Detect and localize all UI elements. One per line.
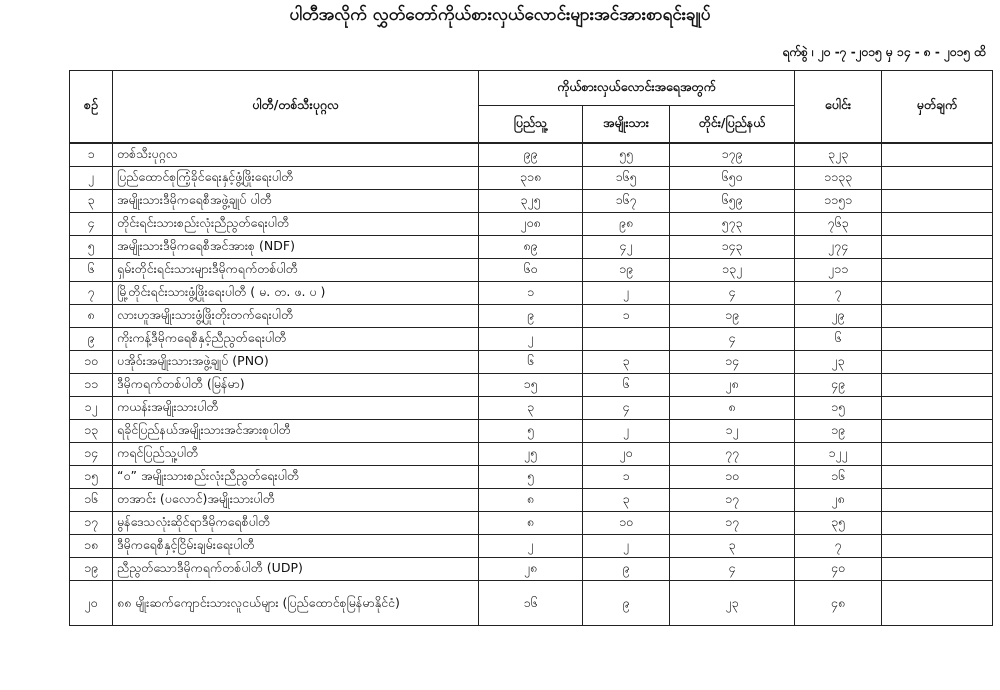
row-number: ၁၄ <box>70 443 113 466</box>
table-row <box>70 558 993 581</box>
table-row <box>70 374 993 397</box>
row-number: ၇ <box>70 282 113 305</box>
amyotha-count: ၂ <box>583 282 670 305</box>
region-state-count: ၁၇ <box>670 489 795 512</box>
pyithu-count: ၃ <box>479 397 583 420</box>
party-name: ပြည်ထောင်စုကြံ့ခိုင်ရေးနှင့်ဖွံ့ဖြိုးရေးပါတီ <box>113 167 479 190</box>
total-count: ၂၈ <box>795 489 882 512</box>
pyithu-count: ၃၁၈ <box>479 167 583 190</box>
table-body <box>70 143 993 626</box>
table-row <box>70 351 993 374</box>
table-row <box>70 143 993 167</box>
party-name: မြို့တိုင်းရင်းသားဖွံ့ဖြိုးရေးပါတီ ( မ. တ. ဖ. ပ ) <box>113 282 479 305</box>
header-no: စဉ် <box>70 71 113 144</box>
region-state-count: ၁၄၃ <box>670 236 795 259</box>
party-name: ဒီမိုကရက်တစ်ပါတီ (မြန်မာ) <box>113 374 479 397</box>
header-total: ပေါင်း <box>795 71 882 144</box>
region-state-count: ၆၅၀ <box>670 167 795 190</box>
remark-cell <box>882 167 993 190</box>
amyotha-count: ၂၀ <box>583 443 670 466</box>
pyithu-count: ၃၂၅ <box>479 190 583 213</box>
row-number: ၁၂ <box>70 397 113 420</box>
amyotha-count: ၁၀ <box>583 512 670 535</box>
table-row <box>70 236 993 259</box>
table-row <box>70 328 993 351</box>
table-row <box>70 282 993 305</box>
amyotha-count: ၄ <box>583 397 670 420</box>
region-state-count: ၄ <box>670 558 795 581</box>
amyotha-count: ၉ <box>583 558 670 581</box>
amyotha-count: ၁၆၇ <box>583 190 670 213</box>
remark-cell <box>882 489 993 512</box>
pyithu-count: ၈၉ <box>479 236 583 259</box>
table-row <box>70 397 993 420</box>
row-number: ၁၀ <box>70 351 113 374</box>
header-remark: မှတ်ချက် <box>882 71 993 144</box>
row-number: ၂၀ <box>70 581 113 626</box>
row-number: ၁၅ <box>70 466 113 489</box>
region-state-count: ၂၃ <box>670 581 795 626</box>
total-count: ၂၃ <box>795 351 882 374</box>
table-row <box>70 466 993 489</box>
pyithu-count: ၅ <box>479 420 583 443</box>
party-name: “၀” အမျိုးသားစည်းလုံးညီညွတ်ရေးပါတီ <box>113 466 479 489</box>
party-name: အမျိုးသားဒီမိုကရေစီအင်အားစု (NDF) <box>113 236 479 259</box>
table-row <box>70 512 993 535</box>
table-row <box>70 581 993 626</box>
region-state-count: ၈ <box>670 397 795 420</box>
pyithu-count: ၂ <box>479 535 583 558</box>
amyotha-count: ၁၉ <box>583 259 670 282</box>
table-row <box>70 305 993 328</box>
total-count: ၂၁၁ <box>795 259 882 282</box>
amyotha-count: ၁ <box>583 466 670 489</box>
party-name: တအာင်း (ပလောင်)အမျိုးသားပါတီ <box>113 489 479 512</box>
row-number: ၉ <box>70 328 113 351</box>
row-number: ၁၈ <box>70 535 113 558</box>
pyithu-count: ၉၉ <box>479 143 583 167</box>
row-number: ၆ <box>70 259 113 282</box>
table-row <box>70 190 993 213</box>
region-state-count: ၄ <box>670 282 795 305</box>
row-number: ၁၆ <box>70 489 113 512</box>
remark-cell <box>882 259 993 282</box>
party-name: တိုင်းရင်းသားစည်းလုံးညီညွတ်ရေးပါတီ <box>113 213 479 236</box>
remark-cell <box>882 512 993 535</box>
header-candidate-count: ကိုယ်စားလှယ်လောင်းအရေအတွက် <box>479 71 795 106</box>
table-row <box>70 167 993 190</box>
amyotha-count: ၅၅ <box>583 143 670 167</box>
pyithu-count: ၉ <box>479 305 583 328</box>
date-range: ရက်စွဲ ၊ ၂၀ -၇ -၂၀၁၅ မှ ၁၄ - ၈ - ၂၀၁၅ ထိ <box>782 45 986 59</box>
remark-cell <box>882 282 993 305</box>
amyotha-count: ၉၈ <box>583 213 670 236</box>
party-name: ကိုးကန့်ဒီမိုကရေစီနှင့်ညီညွတ်ရေးပါတီ <box>113 328 479 351</box>
remark-cell <box>882 535 993 558</box>
header-pyithu: ပြည်သူ့ <box>479 106 583 144</box>
total-count: ၇ <box>795 535 882 558</box>
remark-cell <box>882 443 993 466</box>
region-state-count: ၂၈ <box>670 374 795 397</box>
row-number: ၈ <box>70 305 113 328</box>
amyotha-count: ၃ <box>583 351 670 374</box>
candidates-table <box>69 70 993 626</box>
remark-cell <box>882 190 993 213</box>
header-amyotha: အမျိုးသား <box>583 106 670 144</box>
total-count: ၂၉ <box>795 305 882 328</box>
party-name: ပအိုဝ်းအမျိုးသားအဖွဲ့ချုပ် (PNO) <box>113 351 479 374</box>
party-name: တစ်သီးပုဂ္ဂလ <box>113 143 479 167</box>
header-party: ပါတီ/တစ်သီးပုဂ္ဂလ <box>113 71 479 144</box>
amyotha-count: ၃ <box>583 489 670 512</box>
remark-cell <box>882 351 993 374</box>
pyithu-count: ၂ <box>479 328 583 351</box>
party-name: ကယန်းအမျိုးသားပါတီ <box>113 397 479 420</box>
remark-cell <box>882 328 993 351</box>
region-state-count: ၁၂ <box>670 420 795 443</box>
total-count: ၄၀ <box>795 558 882 581</box>
table-row <box>70 535 993 558</box>
pyithu-count: ၈ <box>479 489 583 512</box>
amyotha-count: ၂ <box>583 420 670 443</box>
pyithu-count: ၅ <box>479 466 583 489</box>
remark-cell <box>882 558 993 581</box>
pyithu-count: ၆ <box>479 351 583 374</box>
region-state-count: ၁၉ <box>670 305 795 328</box>
party-name: ရခိုင်ပြည်နယ်အမျိုးသားအင်အားစုပါတီ <box>113 420 479 443</box>
region-state-count: ၆၅၉ <box>670 190 795 213</box>
remark-cell <box>882 236 993 259</box>
total-count: ၁၅ <box>795 397 882 420</box>
party-name: ၈၈ မျိုးဆက်ကျောင်းသားလူငယ်များ (ပြည်ထောင်စုမြန်မာနိုင်ငံ) <box>113 581 479 626</box>
party-name: လားဟူအမျိုးသားဖွံ့ဖြိုးတိုးတက်ရေးပါတီ <box>113 305 479 328</box>
party-name: မွန်ဒေသလုံးဆိုင်ရာဒီမိုကရေစီပါတီ <box>113 512 479 535</box>
row-number: ၁၉ <box>70 558 113 581</box>
total-count: ၁၁၅၁ <box>795 190 882 213</box>
row-number: ၁ <box>70 143 113 167</box>
region-state-count: ၅၇၃ <box>670 213 795 236</box>
header-region-state: တိုင်း/ပြည်နယ် <box>670 106 795 144</box>
party-name: ဒီမိုကရေစီနှင့်ငြိမ်းချမ်းရေးပါတီ <box>113 535 479 558</box>
region-state-count: ၃ <box>670 535 795 558</box>
amyotha-count <box>583 328 670 351</box>
pyithu-count: ၂၈ <box>479 558 583 581</box>
total-count: ၇၆၃ <box>795 213 882 236</box>
total-count: ၇ <box>795 282 882 305</box>
remark-cell <box>882 397 993 420</box>
total-count: ၁၂၂ <box>795 443 882 466</box>
pyithu-count: ၆၀ <box>479 259 583 282</box>
amyotha-count: ၂ <box>583 535 670 558</box>
party-name: အမျိုးသားဒီမိုကရေစီအဖွဲ့ချုပ် ပါတီ <box>113 190 479 213</box>
row-number: ၅ <box>70 236 113 259</box>
total-count: ၁၁၃၃ <box>795 167 882 190</box>
total-count: ၆ <box>795 328 882 351</box>
table-row <box>70 443 993 466</box>
total-count: ၁၆ <box>795 466 882 489</box>
row-number: ၄ <box>70 213 113 236</box>
total-count: ၃၅ <box>795 512 882 535</box>
page-title: ပါတီအလိုက် လွှတ်တော်ကိုယ်စားလှယ်လောင်းများအင်အားစာရင်းချုပ် <box>289 5 711 25</box>
total-count: ၁၉ <box>795 420 882 443</box>
remark-cell <box>882 466 993 489</box>
pyithu-count: ၈ <box>479 512 583 535</box>
region-state-count: ၇၇ <box>670 443 795 466</box>
region-state-count: ၁၄ <box>670 351 795 374</box>
region-state-count: ၄ <box>670 328 795 351</box>
remark-cell <box>882 581 993 626</box>
table-row <box>70 213 993 236</box>
amyotha-count: ၄၂ <box>583 236 670 259</box>
total-count: ၃၂၃ <box>795 143 882 167</box>
remark-cell <box>882 143 993 167</box>
region-state-count: ၁၇၉ <box>670 143 795 167</box>
party-name: ညီညွတ်သောဒီမိုကရက်တစ်ပါတီ (UDP) <box>113 558 479 581</box>
row-number: ၁၁ <box>70 374 113 397</box>
region-state-count: ၁၃၂ <box>670 259 795 282</box>
amyotha-count: ၉ <box>583 581 670 626</box>
pyithu-count: ၁၆ <box>479 581 583 626</box>
remark-cell <box>882 420 993 443</box>
pyithu-count: ၂၅ <box>479 443 583 466</box>
row-number: ၂ <box>70 167 113 190</box>
pyithu-count: ၂၀၈ <box>479 213 583 236</box>
remark-cell <box>882 374 993 397</box>
row-number: ၃ <box>70 190 113 213</box>
party-name: ရှမ်းတိုင်းရင်းသားများဒီမိုကရက်တစ်ပါတီ <box>113 259 479 282</box>
row-number: ၁၇ <box>70 512 113 535</box>
region-state-count: ၁၇ <box>670 512 795 535</box>
pyithu-count: ၁ <box>479 282 583 305</box>
total-count: ၄၉ <box>795 374 882 397</box>
remark-cell <box>882 213 993 236</box>
total-count: ၄၈ <box>795 581 882 626</box>
table-row <box>70 489 993 512</box>
pyithu-count: ၁၅ <box>479 374 583 397</box>
table-row <box>70 259 993 282</box>
table-row <box>70 420 993 443</box>
total-count: ၂၇၄ <box>795 236 882 259</box>
amyotha-count: ၁၆၅ <box>583 167 670 190</box>
amyotha-count: ၁ <box>583 305 670 328</box>
party-name: ကရင်ပြည်သူ့ပါတီ <box>113 443 479 466</box>
row-number: ၁၃ <box>70 420 113 443</box>
amyotha-count: ၆ <box>583 374 670 397</box>
remark-cell <box>882 305 993 328</box>
region-state-count: ၁၀ <box>670 466 795 489</box>
